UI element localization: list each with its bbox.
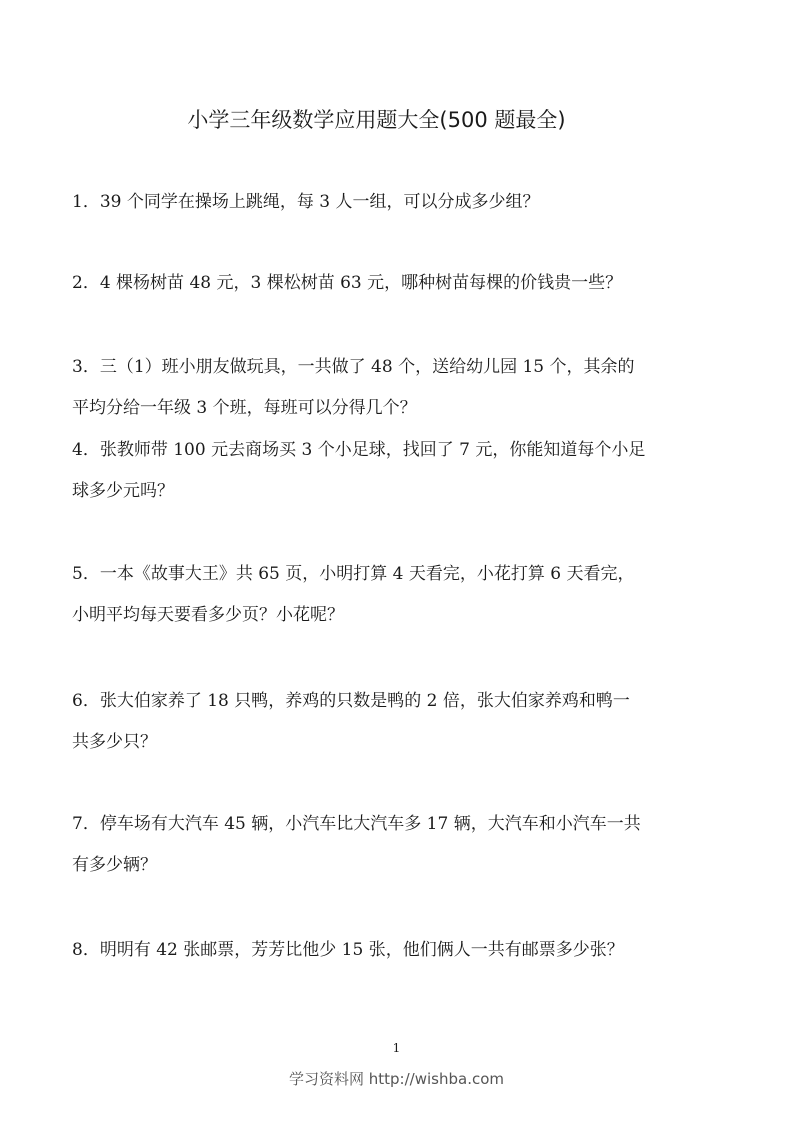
problem-7	[72, 804, 724, 886]
problem-text: 3．三（1）班小朋友做玩具，一共做了 48 个，送给幼儿园 15 个，其余的	[72, 357, 635, 377]
problem-8	[72, 930, 724, 971]
problem-text: 5．一本《故事大王》共 65 页，小明打算 4 天看完，小花打算 6 天看完，	[72, 564, 635, 584]
document-title: 小学三年级数学应用题大全(500 题最全)	[187, 108, 566, 132]
page-number: 1	[392, 1041, 401, 1055]
problem-text: 1．39 个同学在操场上跳绳，每 3 人一组，可以分成多少组？	[72, 192, 540, 212]
problem-text: 共多少只？	[72, 732, 157, 752]
problem-1	[72, 182, 724, 223]
problem-4	[72, 430, 724, 512]
problem-text: 6．张大伯家养了 18 只鸭，养鸡的只数是鸭的 2 倍，张大伯家养鸡和鸭一	[72, 691, 630, 711]
problem-text: 2．4 棵杨树苗 48 元，3 棵松树苗 63 元，哪种树苗每棵的价钱贵一些？	[72, 273, 623, 293]
problem-text: 小明平均每天要看多少页？小花呢？	[72, 605, 344, 625]
footer-watermark: 学习资料网 http://wishba.com	[289, 1070, 504, 1088]
problem-6	[72, 681, 724, 763]
problem-2	[72, 263, 724, 304]
problem-text: 7．停车场有大汽车 45 辆，小汽车比大汽车多 17 辆，大汽车和小汽车一共	[72, 814, 641, 834]
problem-3	[72, 347, 724, 429]
problem-text: 平均分给一年级 3 个班，每班可以分得几个？	[72, 398, 417, 418]
problem-text: 4．张教师带 100 元去商场买 3 个小足球，找回了 7 元，你能知道每个小足	[72, 440, 646, 460]
problem-text: 8．明明有 42 张邮票，芳芳比他少 15 张，他们俩人一共有邮票多少张？	[72, 940, 624, 960]
problem-text: 球多少元吗？	[72, 481, 174, 501]
problem-5	[72, 554, 724, 636]
problem-text: 有多少辆？	[72, 855, 157, 875]
